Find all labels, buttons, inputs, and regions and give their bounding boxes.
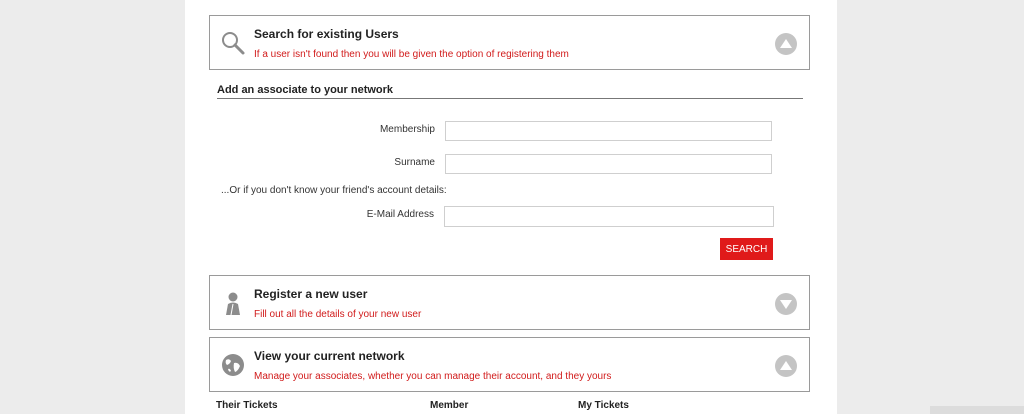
email-input[interactable] (444, 206, 774, 227)
search-panel-subtitle: If a user isn't found then you will be given the option of registering them (254, 49, 569, 60)
membership-input[interactable] (445, 121, 772, 141)
column-header-my-tickets[interactable]: My Tickets (578, 400, 629, 411)
register-panel-subtitle: Fill out all the details of your new user (254, 309, 422, 320)
user-icon (220, 290, 246, 316)
expand-down-icon[interactable] (775, 293, 797, 315)
alternative-hint-text: ...Or if you don't know your friend's account details: (221, 185, 447, 196)
column-header-their-tickets[interactable]: Their Tickets (216, 400, 278, 411)
associate-section-heading: Add an associate to your network (217, 84, 803, 99)
surname-label: Surname (394, 157, 435, 168)
search-button[interactable]: SEARCH (720, 238, 773, 260)
network-panel-subtitle: Manage your associates, whether you can manage their account, and they yours (254, 371, 612, 382)
email-label: E-Mail Address (366, 209, 434, 220)
search-icon (220, 30, 246, 56)
collapse-up-icon[interactable] (775, 355, 797, 377)
horizontal-scrollbar[interactable] (930, 406, 1024, 414)
membership-label: Membership (379, 124, 435, 135)
collapse-up-icon[interactable] (775, 33, 797, 55)
search-panel-title: Search for existing Users (254, 27, 399, 41)
search-users-panel[interactable] (209, 15, 810, 70)
view-network-panel[interactable] (209, 337, 810, 392)
network-panel-title: View your current network (254, 349, 405, 363)
register-panel-title: Register a new user (254, 287, 368, 301)
register-user-panel[interactable] (209, 275, 810, 330)
column-header-member[interactable]: Member (430, 400, 469, 411)
main-content (185, 0, 837, 414)
globe-icon (220, 352, 246, 378)
surname-input[interactable] (445, 154, 772, 174)
